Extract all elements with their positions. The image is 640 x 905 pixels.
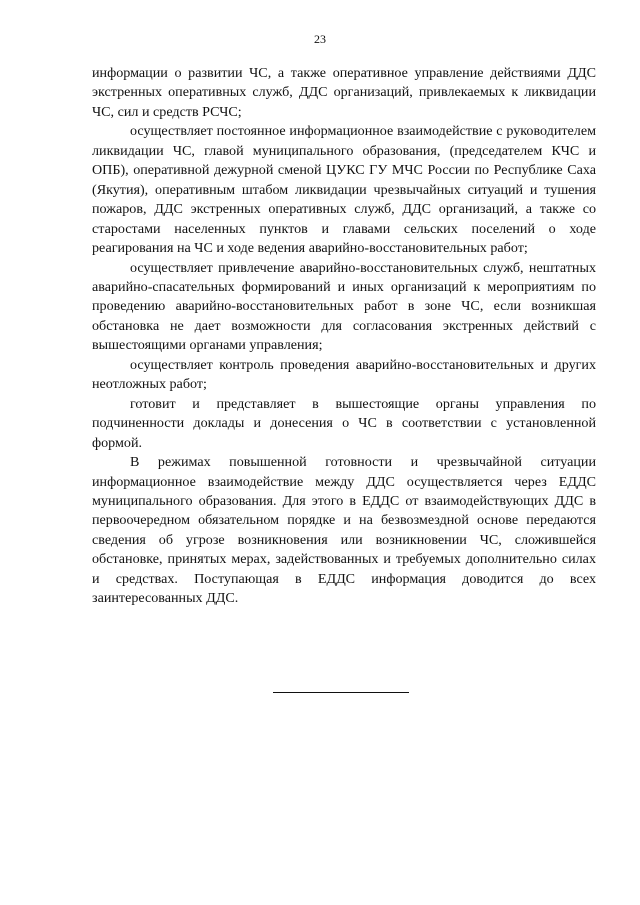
paragraph-engagement: осуществляет привлечение аварийно-восстановительных служб, нештатных аварийно-спасательных формирований и иных организаций к мероприятиям по проведению аварийно-восстановительных работ в зоне ЧС, если возникшая обстановка не дает возможности для согласования экстренных действий с вышестоящими органами управления; [92,259,596,354]
document-body [92,64,596,609]
paragraph-interaction: осуществляет постоянное информационное взаимодействие с руководителем ликвидации ЧС, главой муниципального образования, (председателем КЧС и ОПБ), оперативной дежурной сменой ЦУКС ГУ МЧС России по Республике Саха (Якутия), оперативным штабом ликвидации чрезвычайных ситуаций и тушения пожаров, ДДС экстренных оперативных служб, ДДС организаций, а также со старостами населенных пунктов и главами сельских поселений о ходе реагирования на ЧС и ходе ведения аварийно-восстановительных работ; [92,123,596,257]
page-number: 23 [314,32,326,46]
closing-rule-divider [273,692,409,693]
paragraph-readiness-modes: В режимах повышенной готовности и чрезвычайной ситуации информационное взаимодействие между ДДС осуществляется через ЕДДС муниципального образования. Для этого в ЕДДС от взаимодействующих ДДС в первоочередном обязательном порядке и на безвозмездной основе передаются сведения об угрозе возникновения или возникновении ЧС, сложившейся обстановке, принятых мерах, задействованных и требуемых дополнительно силах и средствах. Поступающая в ЕДДС информация доводится до всех заинтересованных ДДС. [92,454,596,607]
paragraph-continuation: информации о развитии ЧС, а также оперативное управление действиями ДДС экстренных оперативных служб, ДДС организаций, привлекаемых к ликвидации ЧС, сил и средств РСЧС; [92,65,596,120]
paragraph-reports: готовит и представляет в вышестоящие органы управления по подчиненности доклады и донесения о ЧС в соответствии с установленной формой. [92,395,596,451]
paragraph-control: осуществляет контроль проведения аварийно-восстановительных и других неотложных работ; [92,356,596,393]
